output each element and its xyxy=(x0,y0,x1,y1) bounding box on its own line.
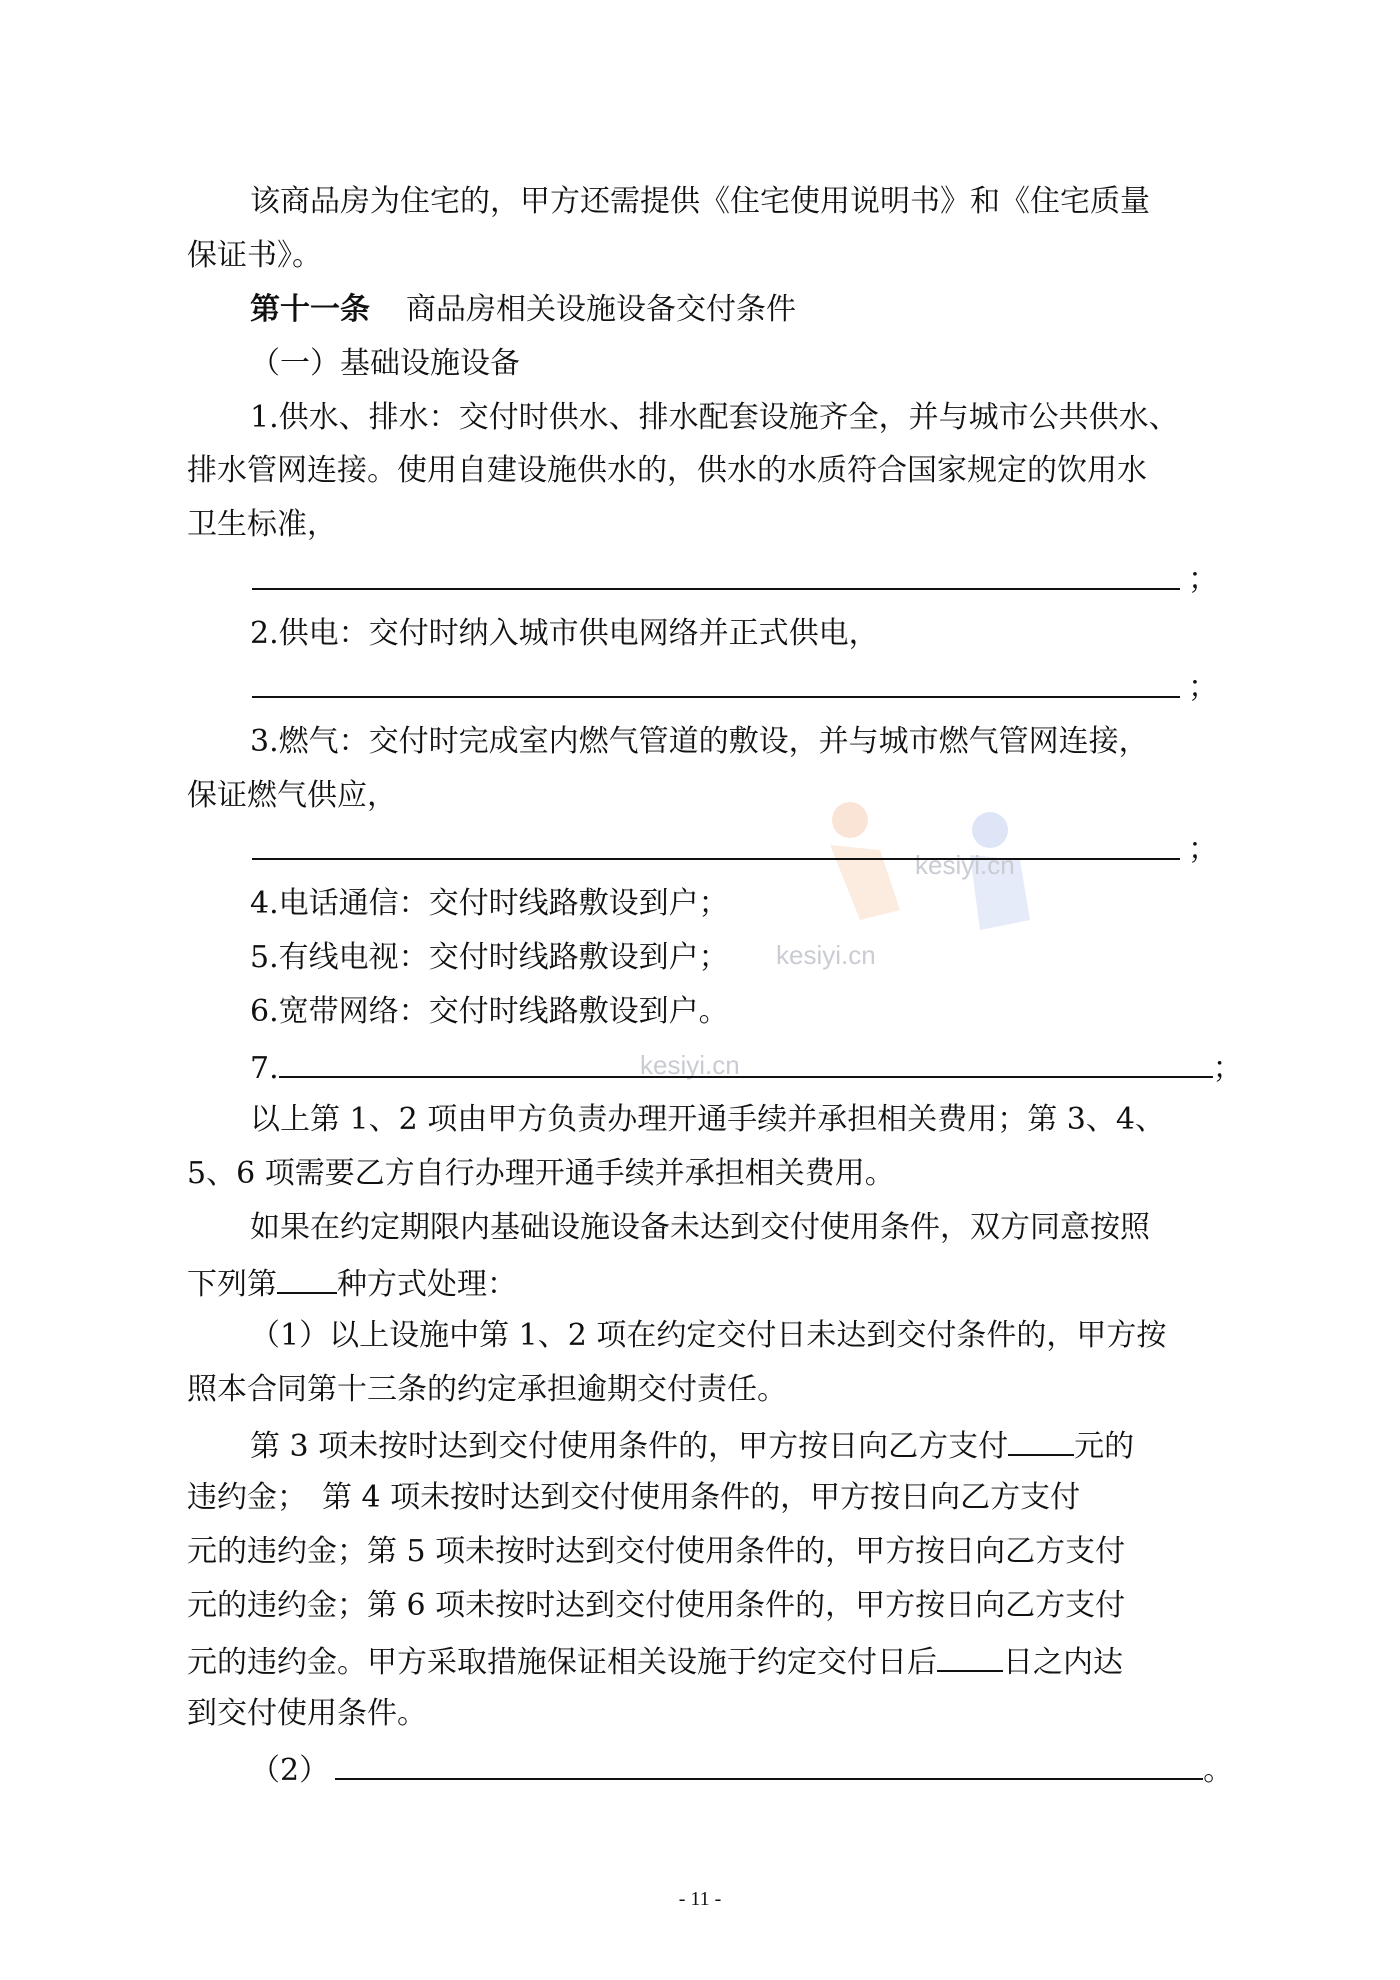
text-line: 该商品房为住宅的，甲方还需提供《住宅使用说明书》和《住宅质量 xyxy=(250,184,1150,219)
text-line: 到交付使用条件。 xyxy=(187,1696,427,1731)
text-segment: 第 3 项未按时达到交付使用条件的，甲方按日向乙方支付 xyxy=(250,1429,1009,1464)
text-line: 以上第 1、2 项由甲方负责办理开通手续并承担相关费用；第 3、4、 xyxy=(250,1102,1165,1137)
text-line: 保证书》。 xyxy=(187,238,322,273)
text-segment: 下列第 xyxy=(187,1267,277,1302)
watermark-text: kesiyi.cn xyxy=(640,1050,740,1080)
fill-in-blank[interactable] xyxy=(1008,1424,1074,1456)
fill-in-line[interactable] xyxy=(252,696,1180,698)
item-number: 7. xyxy=(250,1051,279,1086)
text-line: 1.供水、排水：交付时供水、排水配套设施齐全，并与城市公共供水、 xyxy=(250,400,1179,435)
text-line: 5、6 项需要乙方自行办理开通手续并承担相关费用。 xyxy=(187,1156,895,1191)
text-line: 卫生标准， xyxy=(187,507,337,542)
fill-in-blank[interactable] xyxy=(277,1262,337,1294)
text-segment: 元的 xyxy=(1074,1429,1135,1464)
text-line xyxy=(250,1424,1134,1464)
semicolon: ； xyxy=(1188,832,1218,867)
semicolon: ； xyxy=(1212,1051,1243,1086)
item-number: （2） xyxy=(250,1753,330,1788)
article-label: 第十一条 xyxy=(250,292,370,327)
text-line xyxy=(250,1748,1233,1788)
text-line: 排水管网连接。使用自建设施供水的，供水的水质符合国家规定的饮用水 xyxy=(187,453,1147,488)
fill-in-line[interactable] xyxy=(252,588,1180,590)
fill-in-blank[interactable] xyxy=(279,1046,1213,1078)
text-line: 4.电话通信：交付时线路敷设到户； xyxy=(250,886,729,921)
text-line: （1）以上设施中第 1、2 项在约定交付日未达到交付条件的，甲方按 xyxy=(250,1318,1167,1353)
text-line: 5.有线电视：交付时线路敷设到户； xyxy=(250,940,729,975)
period: 。 xyxy=(1203,1753,1234,1788)
text-segment: 日之内达 xyxy=(1003,1645,1123,1680)
text-line xyxy=(250,1046,1243,1086)
watermark-text: kesiyi.cn xyxy=(776,940,876,970)
text-line: 元的违约金；第 6 项未按时达到交付使用条件的，甲方按日向乙方支付 xyxy=(187,1588,1126,1623)
watermark-text: kesiyi.cn xyxy=(915,850,1015,880)
text-segment: 元的违约金。甲方采取措施保证相关设施于约定交付日后 xyxy=(187,1645,937,1680)
text-line: 2.供电：交付时纳入城市供电网络并正式供电， xyxy=(250,616,879,651)
fill-in-line[interactable] xyxy=(252,858,1180,860)
text-line: 3.燃气：交付时完成室内燃气管道的敷设，并与城市燃气管网连接， xyxy=(250,724,1149,759)
text-line: 如果在约定期限内基础设施设备未达到交付使用条件，双方同意按照 xyxy=(250,1210,1150,1245)
article-heading xyxy=(250,290,796,330)
section-heading: （一）基础设施设备 xyxy=(250,346,520,381)
fill-in-blank[interactable] xyxy=(335,1748,1203,1780)
text-line xyxy=(187,1640,1123,1680)
text-line xyxy=(187,1262,517,1302)
text-line: 保证燃气供应， xyxy=(187,778,397,813)
text-line: 元的违约金；第 5 项未按时达到交付使用条件的，甲方按日向乙方支付 xyxy=(187,1534,1126,1569)
text-segment: 种方式处理： xyxy=(337,1267,517,1302)
semicolon: ； xyxy=(1188,562,1218,597)
text-line: 照本合同第十三条的约定承担逾期交付责任。 xyxy=(187,1372,787,1407)
text-line: 违约金； 第 4 项未按时达到交付使用条件的，甲方按日向乙方支付 xyxy=(187,1480,1081,1515)
page-number: - 11 - xyxy=(678,1888,722,1910)
semicolon: ； xyxy=(1188,670,1218,705)
article-title: 商品房相关设施设备交付条件 xyxy=(406,292,796,327)
text-line: 6.宽带网络：交付时线路敷设到户。 xyxy=(250,994,729,1029)
fill-in-blank[interactable] xyxy=(937,1640,1003,1672)
